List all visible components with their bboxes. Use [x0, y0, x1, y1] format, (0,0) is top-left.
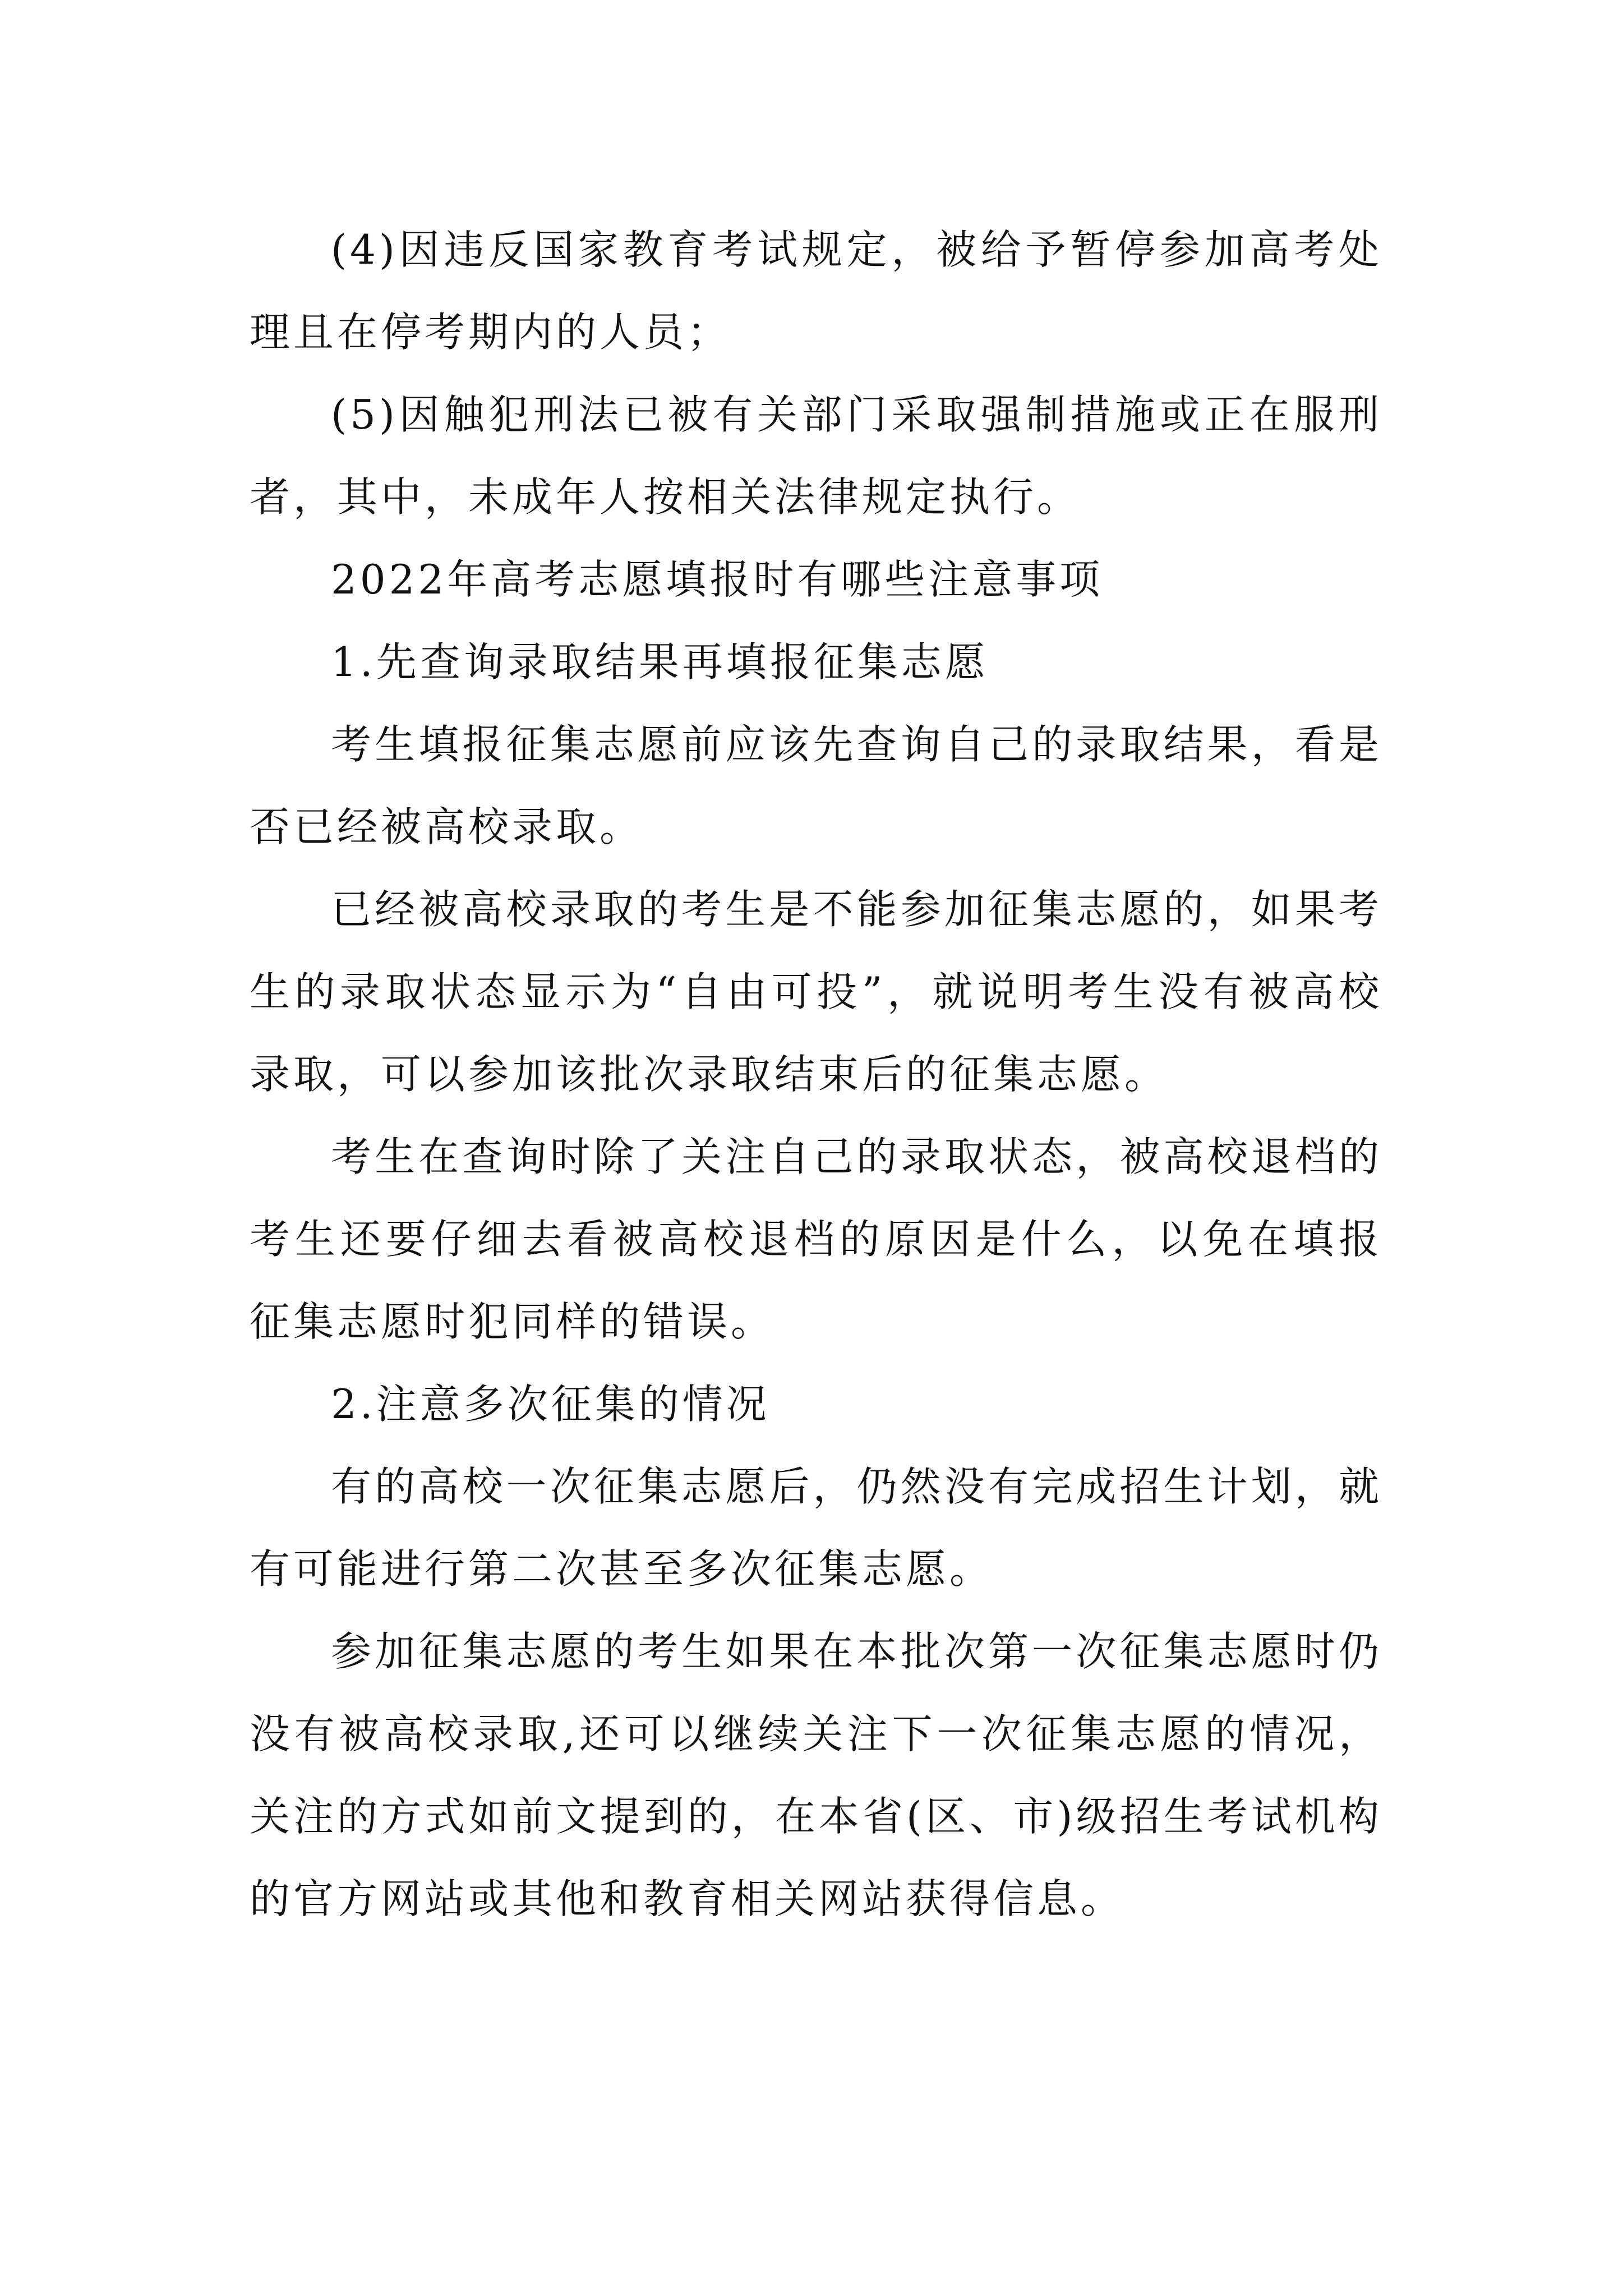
body-paragraph: 已经被高校录取的考生是不能参加征集志愿的，如果考生的录取状态显示为“自由可投”，就说明考生没有被高校录取，可以参加该批次录取结束后的征集志愿。: [250, 886, 1382, 1098]
subheading-1: 1.先查询录取结果再填报征集志愿: [331, 638, 989, 685]
paragraph-item-5: (5)因触犯刑法已被有关部门采取强制措施或正在服刑者，其中，未成年人按相关法律规定执行。: [250, 391, 1382, 521]
body-paragraph: 有的高校一次征集志愿后，仍然没有完成招生计划，就有可能进行第二次甚至多次征集志愿。: [250, 1463, 1382, 1593]
body-paragraph: 考生在查询时除了关注自己的录取状态，被高校退档的考生还要仔细去看被高校退档的原因是什么，以免在填报征集志愿时犯同样的错误。: [250, 1133, 1382, 1345]
body-paragraph: 参加征集志愿的考生如果在本批次第一次征集志愿时仍没有被高校录取,还可以继续关注下一次征集志愿的情况，关注的方式如前文提到的，在本省(区、市)级招生考试机构的官方网站或其他和教育相关网站获得信息。: [250, 1628, 1382, 1922]
document-body: [250, 209, 1382, 1940]
paragraph-item-4: (4)因违反国家教育考试规定，被给予暂停参加高考处理且在停考期内的人员；: [250, 226, 1382, 356]
body-paragraph: 考生填报征集志愿前应该先查询自己的录取结果，看是否已经被高校录取。: [250, 721, 1382, 850]
section-heading: 2022年高考志愿填报时有哪些注意事项: [331, 556, 1104, 603]
subheading-2: 2.注意多次征集的情况: [331, 1381, 770, 1428]
